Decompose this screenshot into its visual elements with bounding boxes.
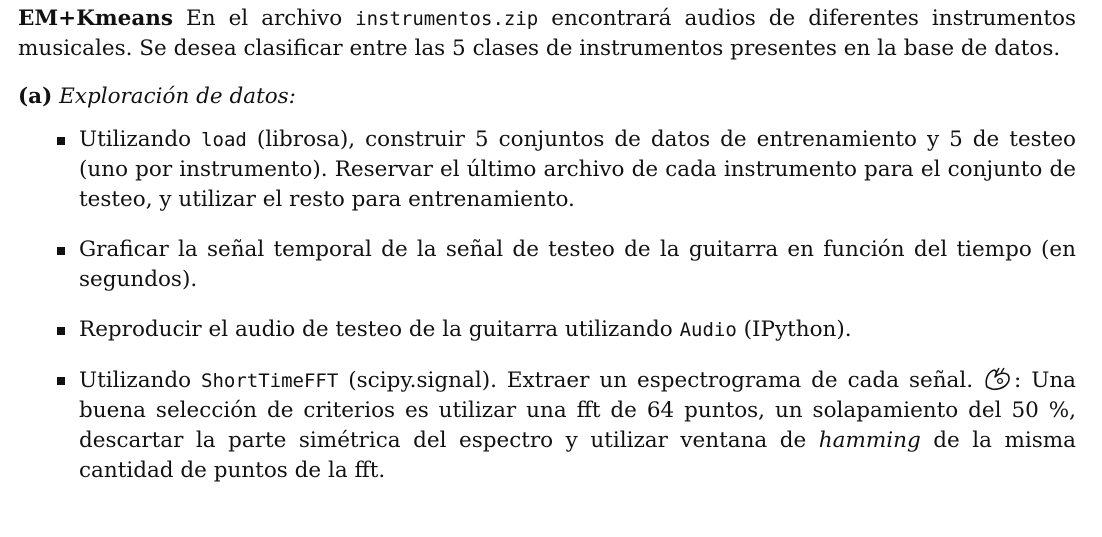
list-item (18, 365, 1076, 486)
section-a-label: (a) (18, 84, 53, 109)
item-text: Reproducir el audio de testeo de la guitarra utilizando (79, 317, 680, 342)
section-a-heading (18, 82, 1076, 112)
exercise-title: EM+Kmeans (18, 6, 173, 31)
list-item (18, 315, 1076, 345)
item-text: : Una buena selección de criterios es utilizar una fft de 64 puntos, un solapamiento del 50 %, descartar la parte simétrica del espectro y utilizar ventana de (79, 368, 1077, 453)
hint-hand-icon (983, 365, 1013, 393)
item-text: de la misma cantidad de puntos de la fft. (79, 428, 1076, 483)
task-list (18, 125, 1076, 486)
bullet-icon (57, 377, 65, 385)
item-text: Utilizando (79, 368, 202, 393)
item-text: (scipy.signal). Extraer un espectrograma de cada señal. (338, 368, 984, 393)
intro-paragraph (18, 4, 1076, 64)
bullet-icon (57, 327, 65, 335)
list-item (18, 125, 1076, 215)
item-text: (IPython). (736, 317, 852, 342)
item-text: Utilizando (79, 127, 202, 152)
list-item (18, 235, 1076, 295)
code-audio: Audio (679, 319, 737, 341)
emphasis-hamming: hamming (818, 428, 921, 453)
intro-text-before: En el archivo (172, 6, 356, 31)
exercise-page (18, 4, 1076, 506)
code-shorttimefft: ShortTimeFFT (201, 370, 339, 392)
intro-text-after: encontrará audios de diferentes instrumentos musicales. Se desea clasificar entre las 5 clases de instrumentos presentes en la base de datos. (18, 6, 1076, 61)
item-text: (librosa), construir 5 conjuntos de datos de entrenamiento y 5 de testeo (uno por instrumento). Reservar el último archivo de cada instrumento para el conjunto de testeo, y utilizar el resto para entrenamiento. (79, 127, 1077, 212)
zip-filename: instrumentos.zip (355, 8, 539, 30)
bullet-icon (57, 137, 65, 145)
item-text: Graficar la señal temporal de la señal de testeo de la guitarra en función del tiempo (en segundos). (79, 237, 1076, 292)
code-load: load (201, 129, 247, 151)
section-a-title: Exploración de datos: (59, 84, 296, 109)
bullet-icon (57, 247, 65, 255)
